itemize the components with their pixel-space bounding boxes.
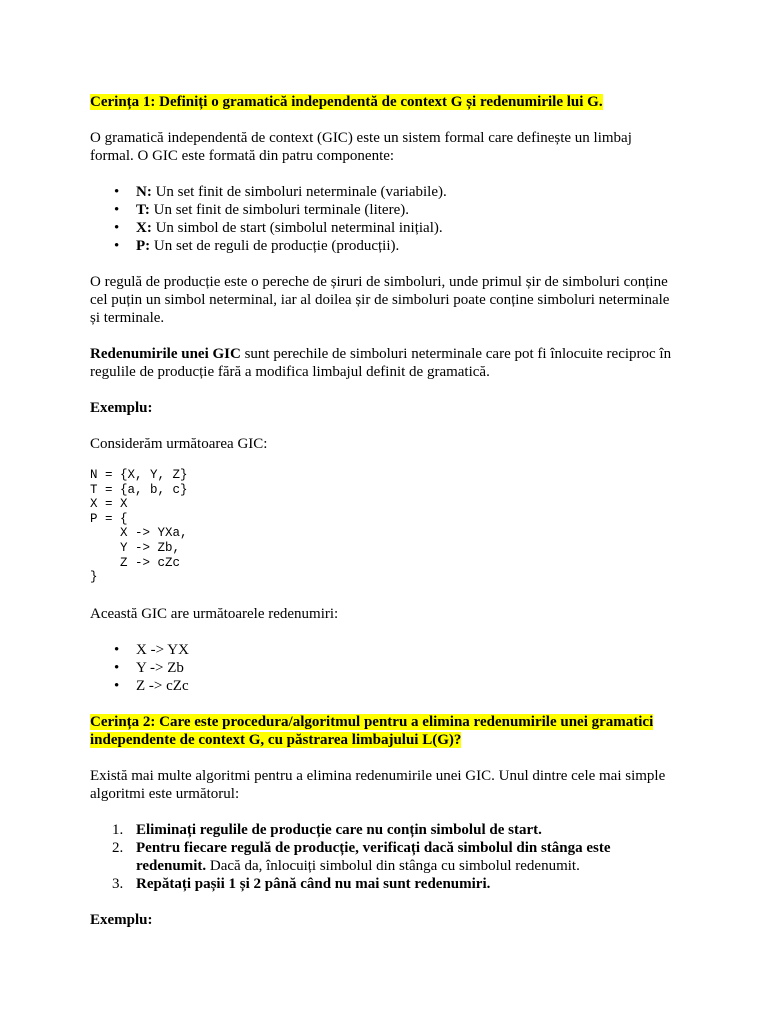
list-item: • X -> YX bbox=[90, 641, 690, 659]
section2-intro: Există mai multe algoritmi pentru a elimina redenumirile unei GIC. Unul dintre cele mai simple algoritmi este următorul: bbox=[90, 768, 666, 802]
redenumiri-list bbox=[90, 641, 690, 695]
section2-heading: Cerința 2: Care este procedura/algoritmul pentru a elimina redenumirile unei gramatici independente de context G, cu păstrarea limbajului L(G)? bbox=[90, 714, 654, 748]
example-label-1: Exemplu: bbox=[90, 400, 153, 416]
example-label-2: Exemplu: bbox=[90, 912, 153, 928]
section1-heading bbox=[90, 93, 690, 111]
section1-intro bbox=[90, 129, 690, 165]
intro-line-1: O gramatică independentă de context (GIC) este un sistem formal care definește un limbaj bbox=[90, 130, 632, 146]
components-list bbox=[90, 183, 690, 255]
list-item: • P: Un set de reguli de producție (producții). bbox=[90, 237, 690, 255]
algorithm-steps bbox=[90, 821, 690, 893]
list-item: • X: Un simbol de start (simbolul neterminal inițial). bbox=[90, 219, 690, 237]
intro-line-2: formal. O GIC este formată din patru componente: bbox=[90, 148, 395, 164]
list-item: • Y -> Zb bbox=[90, 659, 690, 677]
list-item: 1. Eliminați regulile de producție care nu conțin simbolul de start. bbox=[112, 822, 542, 838]
list-item: • T: Un set finit de simboluri terminale (litere). bbox=[90, 201, 690, 219]
list-item: 3. Repătați pașii 1 și 2 până când nu mai sunt redenumiri. bbox=[112, 876, 491, 892]
list-item: • Z -> cZc bbox=[90, 677, 690, 695]
list-item: 2. Pentru fiecare regulă de producție, verificați dacă simbolul din stânga este redenumit. Dacă da, înlocuiți simbolul din stânga cu simbolul redenumit. bbox=[112, 840, 611, 874]
list-item: • N: Un set finit de simboluri neterminale (variabile). bbox=[90, 183, 690, 201]
has-redenumiri-text: Această GIC are următoarele redenumiri: bbox=[90, 606, 339, 622]
grammar-code-block: N = {X, Y, Z} T = {a, b, c} X = X P = { X -> YXa, Y -> Zb, Z -> cZc } bbox=[90, 468, 188, 585]
consider-text: Considerăm următoarea GIC: bbox=[90, 436, 268, 452]
section1-heading-text: Cerința 1: Definiți o gramatică independentă de context G și redenumirile lui G. bbox=[90, 94, 603, 110]
redenumiri-paragraph: Redenumirile unei GIC sunt perechile de simboluri neterminale care pot fi înlocuite reciproc în regulile de producție fără a modifica limbajul definit de gramatică. bbox=[90, 346, 672, 380]
rule-paragraph: O regulă de producție este o pereche de șiruri de simboluri, unde primul șir de simboluri conține cel puțin un simbol neterminal, iar al doilea șir de simboluri poate conține simboluri neterminale și terminale. bbox=[90, 274, 670, 326]
